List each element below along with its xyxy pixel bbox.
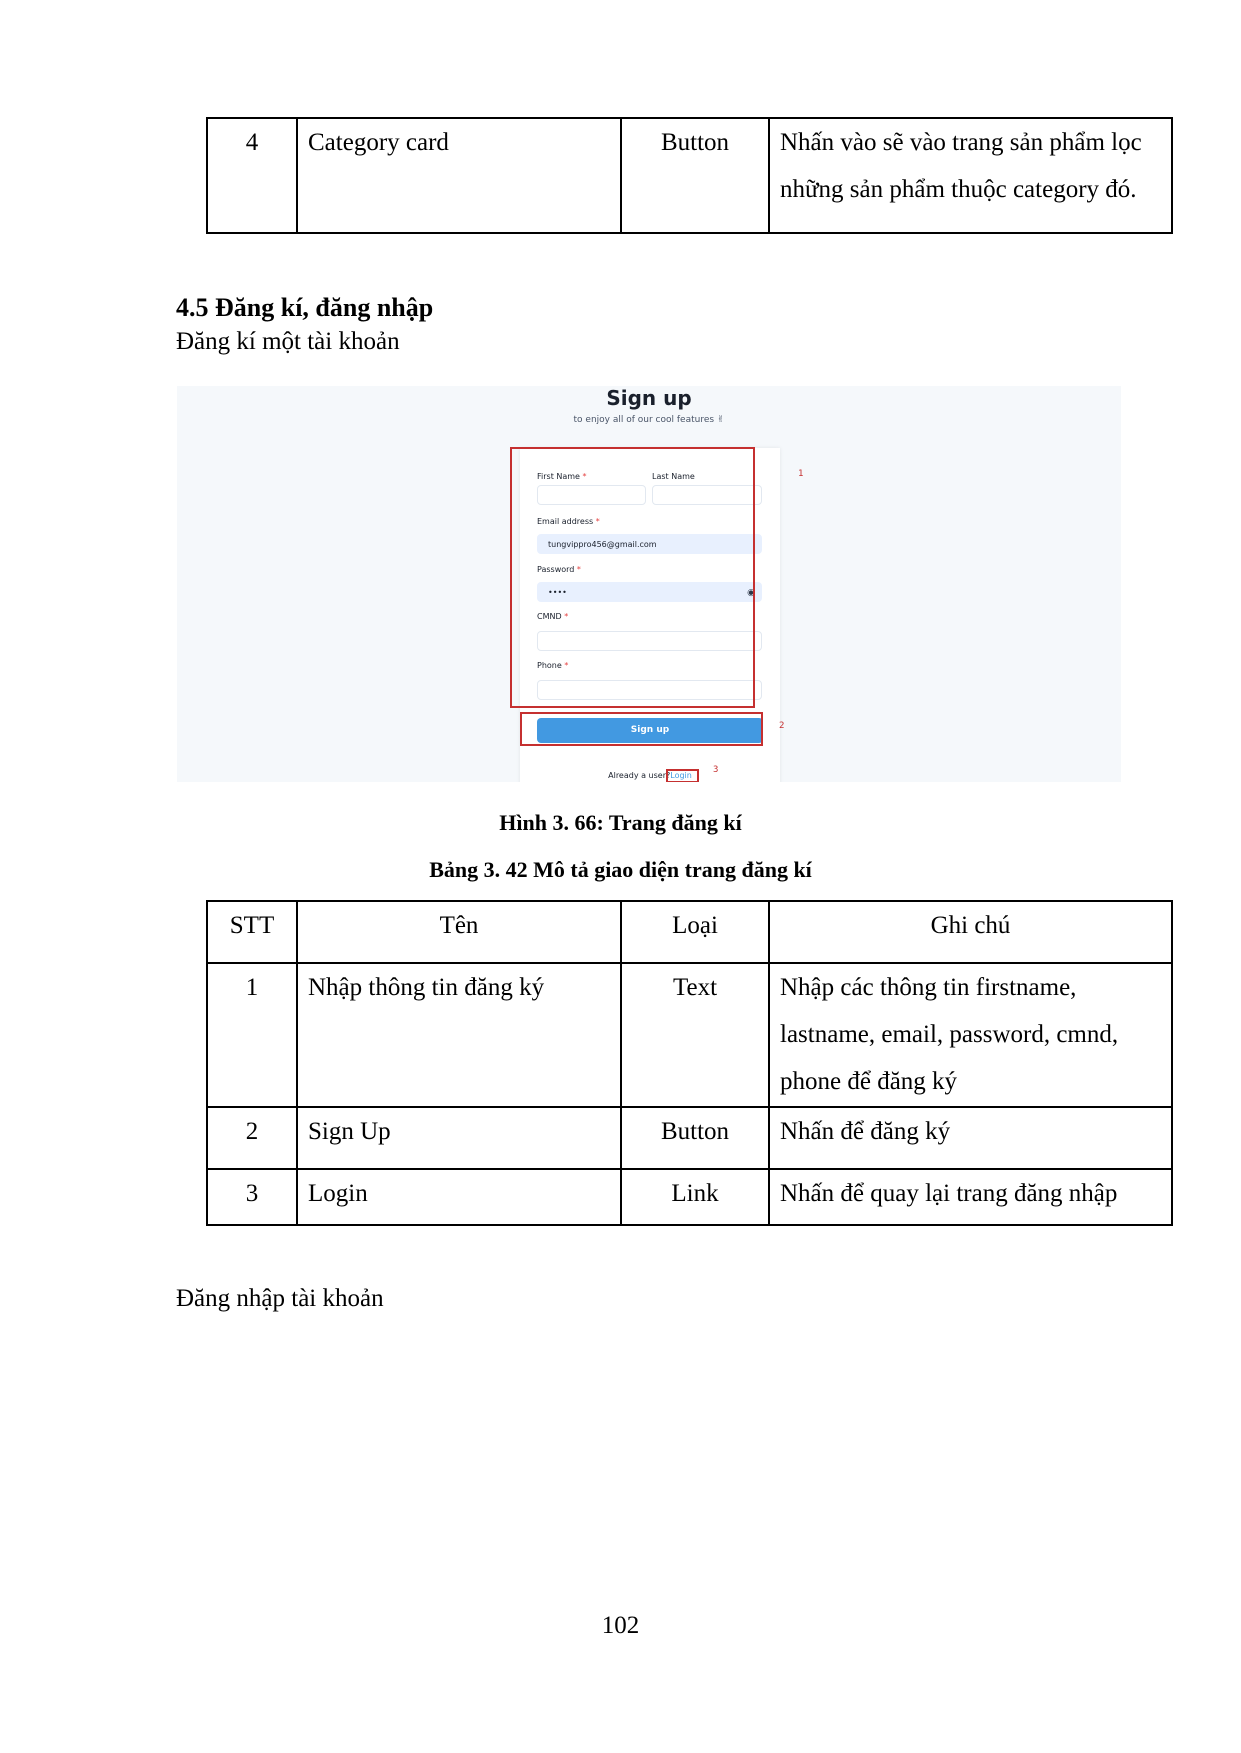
- cell-type: Button: [621, 118, 769, 233]
- figure-caption: Hình 3. 66: Trang đăng kí: [499, 810, 742, 835]
- cell-note: [769, 963, 1172, 1107]
- page-number: 102: [601, 1612, 640, 1639]
- section-intro: Đăng kí một tài khoản: [176, 328, 400, 355]
- login-link[interactable]: Login: [670, 771, 692, 780]
- header-stt: STT: [207, 901, 297, 963]
- annotation-box-1: [510, 447, 755, 708]
- table-row: [207, 1107, 1172, 1169]
- password-label: Password *: [537, 565, 581, 574]
- header-note: Ghi chú: [769, 901, 1172, 963]
- table-row: [207, 1169, 1172, 1225]
- signup-button[interactable]: Sign up: [537, 718, 763, 743]
- cell-stt: 3: [207, 1169, 297, 1225]
- email-input[interactable]: tungvippro456@gmail.com: [537, 534, 762, 554]
- table-row: [207, 118, 1172, 233]
- annotation-box-2: [520, 712, 763, 746]
- annotation-marker-2: 2: [779, 721, 785, 731]
- cell-name: Login: [297, 1169, 621, 1225]
- category-table-continuation: [206, 117, 1173, 234]
- cell-type: Button: [621, 1107, 769, 1169]
- cell-name: Nhập thông tin đăng ký: [297, 963, 621, 1107]
- signup-title: Sign up: [606, 386, 692, 410]
- header-name: Tên: [297, 901, 621, 963]
- annotation-box-3: [666, 769, 699, 782]
- email-label: Email address *: [537, 517, 600, 526]
- first-name-label: First Name *: [537, 472, 587, 481]
- login-intro: Đăng nhập tài khoản: [176, 1285, 384, 1312]
- signup-subtitle: to enjoy all of our cool features ✌: [573, 415, 725, 425]
- cell-name: Sign Up: [297, 1107, 621, 1169]
- note-line: Nhập các thông tin firstname,: [780, 974, 1077, 1001]
- already-user-text: Already a user?Login: [608, 771, 692, 780]
- table-row: [207, 963, 1172, 1107]
- cell-note: Nhấn để quay lại trang đăng nhập: [769, 1169, 1172, 1225]
- header-type: Loại: [621, 901, 769, 963]
- phone-label: Phone *: [537, 661, 569, 670]
- cell-name: Category card: [297, 118, 621, 233]
- note-line: những sản phẩm thuộc category đó.: [780, 176, 1137, 203]
- cell-note: [769, 118, 1172, 233]
- note-line: phone để đăng ký: [780, 1068, 958, 1095]
- signup-description-table: [206, 900, 1173, 1226]
- cell-type: Text: [621, 963, 769, 1107]
- password-value: ••••: [548, 588, 567, 597]
- eye-slash-icon[interactable]: ◉: [747, 588, 755, 598]
- note-line: Nhấn vào sẽ vào trang sản phẩm lọc: [780, 129, 1142, 156]
- cell-stt: 4: [207, 118, 297, 233]
- last-name-label: Last Name: [652, 472, 695, 481]
- signup-screenshot: [177, 386, 1121, 782]
- table-caption: Bảng 3. 42 Mô tả giao diện trang đăng kí: [429, 857, 812, 882]
- cell-stt: 1: [207, 963, 297, 1107]
- section-heading: 4.5 Đăng kí, đăng nhập: [176, 293, 434, 322]
- annotation-marker-3: 3: [713, 765, 719, 775]
- cell-stt: 2: [207, 1107, 297, 1169]
- note-line: lastname, email, password, cmnd,: [780, 1021, 1119, 1048]
- cell-type: Link: [621, 1169, 769, 1225]
- cell-note: Nhấn để đăng ký: [769, 1107, 1172, 1169]
- cmnd-label: CMND *: [537, 612, 569, 621]
- annotation-marker-1: 1: [798, 469, 804, 479]
- table-header-row: [207, 901, 1172, 963]
